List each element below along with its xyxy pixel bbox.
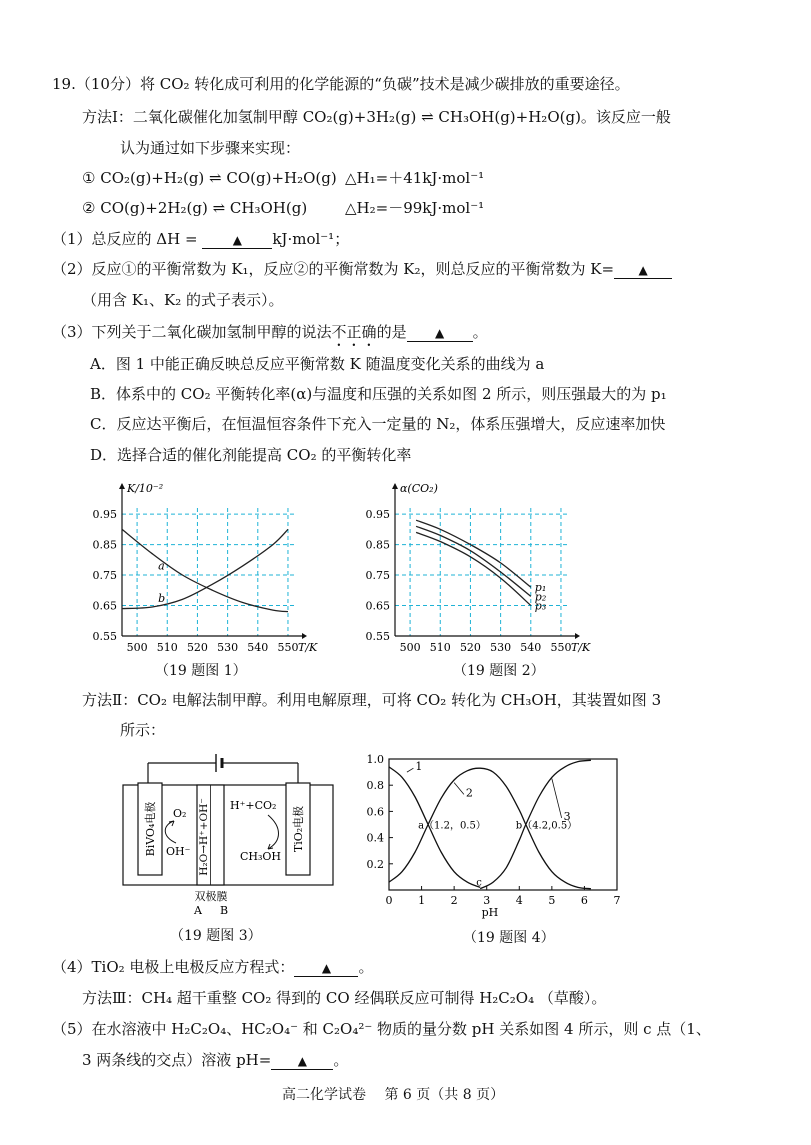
side-b-label: B <box>219 904 229 917</box>
q3-option-d: D．选择合适的催化剂能提高 CO₂ 的平衡转化率 <box>90 446 412 464</box>
method1-line1: 方法Ⅰ：二氧化碳催化加氢制甲醇 CO₂(g)+3H₂(g) ⇌ CH₃OH(g)+H₂O(g)。该反应一般 <box>82 108 671 126</box>
y-axis-label: K/10⁻² <box>127 482 164 495</box>
q2-line2: （用含 K₁、K₂ 的式子表示）。 <box>82 291 284 309</box>
membrane-reaction-text: H₂O→H⁺+OH⁻ <box>198 798 210 876</box>
method3-line: 方法Ⅲ：CH₄ 超干重整 CO₂ 得到的 CO 经偶联反应可制得 H₂C₂O₄ （草酸）。 <box>82 989 607 1007</box>
y-tick-label: 0.65 <box>92 599 117 613</box>
q3-mid: 的是 <box>376 323 407 341</box>
x-tick-label: 530 <box>217 641 239 654</box>
x-axis-label: T/K <box>571 641 591 654</box>
series-label: p₂ <box>534 590 547 604</box>
step2-enthalpy: △H₂=－99kJ·mol⁻¹ <box>345 199 485 217</box>
y-tick-label: 0.65 <box>365 599 390 613</box>
method1-line2: 认为通过如下步骤来实现： <box>120 139 301 157</box>
x-tick-label: 520 <box>186 641 208 654</box>
series-line-p₃ <box>416 532 531 605</box>
series-label: b <box>158 592 166 606</box>
q4-answer-blank[interactable]: ▲ <box>294 960 358 977</box>
x-axis-label: T/K <box>298 641 318 654</box>
tio2-electrode-label: TiO₂电极 <box>292 805 305 853</box>
q3-end: 。 <box>472 323 488 341</box>
x-axis-arrow <box>575 633 580 639</box>
series-label: 2 <box>465 786 473 800</box>
y-tick-label: 0.4 <box>366 831 384 845</box>
x-tick-label: 520 <box>459 641 481 654</box>
q2-answer-blank[interactable]: ▲ <box>614 262 672 279</box>
series-line-a <box>122 529 288 611</box>
left-arrow <box>165 821 176 843</box>
x-tick-label: 2 <box>450 894 458 907</box>
step1-equation: ① CO₂(g)+H₂(g) ⇌ CO(g)+H₂O(g) <box>82 169 337 187</box>
q5 <box>82 1050 348 1070</box>
x-tick-label: 5 <box>548 894 556 907</box>
o2-label: O₂ <box>173 807 187 820</box>
y-axis-label: α(CO₂) <box>400 482 438 495</box>
figure-2-caption: （19 题图 2） <box>453 663 545 679</box>
q4 <box>52 957 373 977</box>
annotation-label: c <box>476 877 482 889</box>
y-tick-label: 0.6 <box>366 805 384 819</box>
x-tick-label: 4 <box>515 894 523 907</box>
bivo4-electrode-label: BiVO₄电极 <box>144 801 157 857</box>
question-header <box>52 74 630 94</box>
y-tick-label: 0.75 <box>365 569 390 583</box>
oh-label: OH⁻ <box>166 845 191 858</box>
x-tick-label: 550 <box>550 641 572 654</box>
q5-line1: （5）在水溶液中 H₂C₂O₄、HC₂O₄⁻ 和 C₂O₄²⁻ 物质的量分数 pH 关系如图 4 所示，则 c 点（1、 <box>52 1020 711 1038</box>
q4-end: 。 <box>358 958 374 976</box>
y-tick-label: 0.2 <box>366 857 384 871</box>
question-intro: 将 CO₂ 转化成可利用的化学能源的“负碳”技术是减少碳排放的重要途径。 <box>139 75 630 93</box>
y-tick-label: 0.95 <box>92 508 117 522</box>
series-line-b <box>122 529 288 608</box>
question-number: 19. <box>52 75 76 93</box>
method2-line2: 所示： <box>120 721 166 739</box>
figure-2-chart <box>355 480 595 662</box>
step2-equation: ② CO(g)+2H₂(g) ⇌ CH₃OH(g) <box>82 199 308 217</box>
page-footer: 高二化学试卷 第 6 页（共 8 页） <box>282 1087 505 1103</box>
x-tick-label: 7 <box>613 894 621 907</box>
y-tick-label: 0.8 <box>366 779 384 793</box>
y-tick-label: 0.55 <box>92 630 117 643</box>
series-label: p₃ <box>534 599 547 613</box>
annotation-label: b（4.2,0.5） <box>515 820 578 832</box>
y-tick-label: 0.85 <box>365 538 390 552</box>
figure-4-caption: （19 题图 4） <box>463 930 555 946</box>
q3 <box>52 322 488 350</box>
series-leader-1 <box>407 768 414 772</box>
q4-prefix: （4）TiO₂ 电极上电极反应方程式： <box>52 958 295 976</box>
membrane-label: 双极膜 <box>194 890 228 903</box>
y-axis-arrow <box>119 483 125 489</box>
q3-option-b: B．体系中的 CO₂ 平衡转化率(α)与温度和压强的关系如图 2 所示，则压强最大的为 p₁ <box>90 385 667 403</box>
x-tick-label: 6 <box>580 894 588 907</box>
figure-4-chart <box>355 745 635 925</box>
q1-suffix: kJ·mol⁻¹； <box>272 230 350 248</box>
series-line-p₁ <box>416 520 531 587</box>
x-tick-label: 550 <box>277 641 299 654</box>
y-axis-arrow <box>392 483 398 489</box>
q3-emphasis: 不正确 <box>331 323 377 341</box>
q3-option-a: A．图 1 中能正确反映总反应平衡常数 K 随温度变化关系的曲线为 a <box>90 355 545 373</box>
series-label: 3 <box>563 809 571 823</box>
figure-1-chart <box>82 480 322 662</box>
x-tick-label: 0 <box>385 894 393 907</box>
y-tick-label: 0.85 <box>92 538 117 552</box>
y-tick-label: 0.95 <box>365 508 390 522</box>
h-co2-label: H⁺+CO₂ <box>230 799 277 812</box>
q1-answer-blank[interactable]: ▲ <box>202 232 272 249</box>
annotation-label: a（1.2，0.5） <box>418 820 486 832</box>
question-points: （10分） <box>75 75 140 93</box>
series-label: p₁ <box>534 581 547 595</box>
ch3oh-label: CH₃OH <box>240 850 282 863</box>
figure-1-caption: （19 题图 1） <box>155 663 247 679</box>
figure-3-apparatus <box>118 745 358 925</box>
q5-prefix: 3 两条线的交点）溶液 pH= <box>82 1051 272 1069</box>
y-tick-label: 0.55 <box>365 630 390 643</box>
series-leader-3 <box>552 779 562 818</box>
x-tick-label: 500 <box>399 641 421 654</box>
q1 <box>52 229 349 249</box>
q3-option-c: C．反应达平衡后，在恒温恒容条件下充入一定量的 N₂，体系压强增大，反应速率加快 <box>90 415 666 433</box>
q3-answer-blank[interactable]: ▲ <box>407 325 473 342</box>
x-tick-label: 510 <box>429 641 451 654</box>
side-a-label: A <box>194 904 202 917</box>
series-line-p₂ <box>416 526 531 596</box>
x-axis-arrow <box>302 633 307 639</box>
series-leader-2 <box>454 783 464 795</box>
x-tick-label: 1 <box>418 894 426 907</box>
y-tick-label: 1.0 <box>366 753 384 766</box>
step1-enthalpy: △H₁=＋41kJ·mol⁻¹ <box>345 169 485 187</box>
x-tick-label: 510 <box>156 641 178 654</box>
q2-prefix: （2）反应①的平衡常数为 K₁，反应②的平衡常数为 K₂，则总反应的平衡常数为 K= <box>52 260 615 278</box>
q1-prefix: （1）总反应的 ΔH = <box>52 230 198 248</box>
x-tick-label: 540 <box>247 641 269 654</box>
y-tick-label: 0.75 <box>92 569 117 583</box>
x-tick-label: 530 <box>490 641 512 654</box>
method2-line1: 方法Ⅱ：CO₂ 电解法制甲醇。利用电解原理，可将 CO₂ 转化为 CH₃OH，其装置如图 3 <box>82 691 662 709</box>
q5-end: 。 <box>333 1051 349 1069</box>
q5-answer-blank[interactable]: ▲ <box>271 1053 333 1070</box>
series-label: a <box>158 559 165 573</box>
x-tick-label: 3 <box>483 894 491 907</box>
x-tick-label: 540 <box>520 641 542 654</box>
q2 <box>52 259 672 279</box>
x-tick-label: 500 <box>126 641 148 654</box>
figure-3-caption: （19 题图 3） <box>170 928 262 944</box>
q3-prefix: （3）下列关于二氧化碳加氢制甲醇的说法 <box>52 323 332 341</box>
series-label: 1 <box>415 760 423 774</box>
x-axis-label: pH <box>481 906 499 919</box>
